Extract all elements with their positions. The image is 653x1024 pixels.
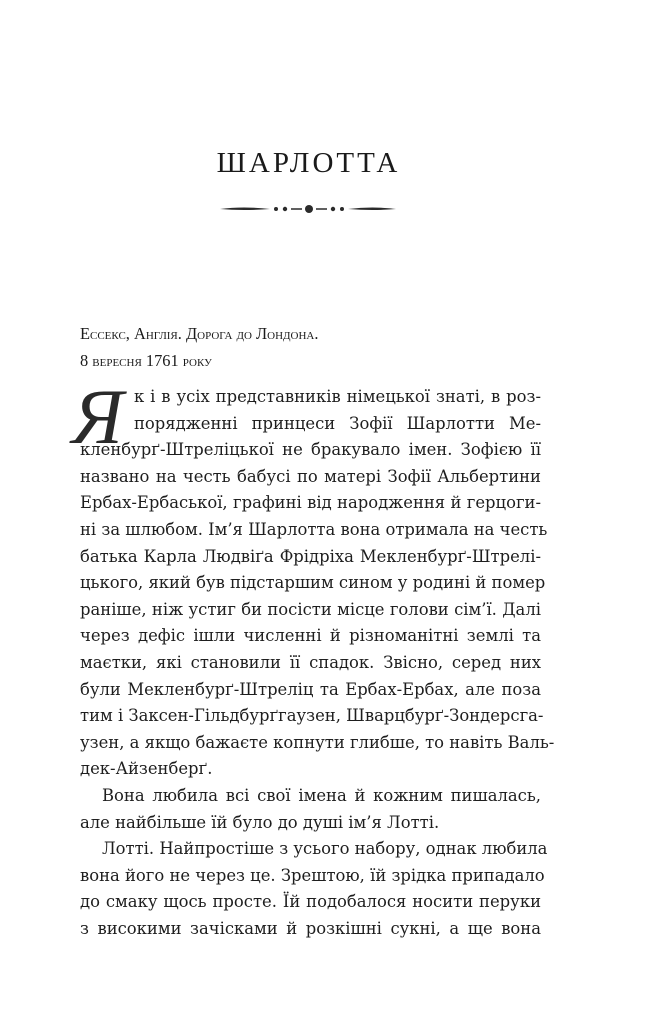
drop-cap: Я (72, 373, 124, 460)
text-line: вона його не через це. Зрештою, їй зрідка припадало (80, 865, 545, 885)
ornament-dot (274, 207, 278, 211)
ornament-divider (218, 201, 398, 217)
paragraph-1 (72, 373, 555, 783)
location-date: 8 вересня 1761 року (80, 350, 212, 370)
text-line: були Мекленбурґ-Штреліц та Ербах-Ербах, але поза (80, 679, 541, 699)
location-block (80, 321, 550, 374)
text-line: тим і Заксен-Гільдбурґгаузен, Шварцбурґ-Зондерсга- (80, 706, 544, 726)
location-place: Ессекс, Англія. Дорога до Лондона. (80, 324, 319, 343)
text-line: узен, а якщо бажаєте копнути глибше, то навіть Валь- (80, 732, 555, 752)
text-line: батька Карла Людвіґа Фрідріха Мекленбурґ-Штрелі- (80, 546, 541, 566)
body-text (72, 373, 555, 942)
text-line: до смаку щось просте. Їй подобалося носити перуки (80, 892, 541, 912)
ornament-right-line (348, 208, 396, 211)
text-line: названо на честь бабусі по матері Зофії Альбертини (80, 466, 541, 486)
paragraph-2 (80, 783, 541, 836)
text-line: дек-Айзенберґ. (80, 759, 213, 779)
text-line: Лотті. Найпростіше з усього набору, однак любила (102, 839, 548, 859)
ornament-left-line (220, 208, 270, 211)
text-line: ні за шлюбом. Ім’я Шарлотта вона отримала на честь (80, 519, 548, 539)
chapter-title: ШАРЛОТТА (216, 147, 401, 179)
text-line: через дефіс ішли численні й різноманітні землі та (80, 626, 541, 646)
ornament-dot (283, 207, 287, 211)
text-line: раніше, ніж устиг би посісти місце голови сім’ї. Далі (80, 599, 541, 619)
text-line: цького, який був підстаршим сином у родині й помер (80, 573, 546, 593)
text-line: кленбурґ-Штреліцької не бракувало імен. Зофією її (80, 440, 541, 460)
text-line: порядженні принцеси Зофії Шарлотти Ме- (134, 413, 541, 433)
ornament-center-dot (305, 205, 313, 213)
text-line: з високими зачісками й розкішні сукні, а ще вона (80, 918, 541, 938)
text-line: але найбільше їй було до душі ім’я Лотті. (80, 812, 440, 832)
text-line: Ербах-Ербаської, графині від народження й герцоги- (80, 493, 541, 513)
ornament-dot (340, 207, 344, 211)
text-line: Вона любила всі свої імена й кожним пишалась, (102, 785, 541, 805)
ornament-dot (331, 207, 335, 211)
text-line: маєтки, які становили її спадок. Звісно, серед них (80, 652, 541, 672)
text-line: к і в усіх представників німецької знаті, в роз- (134, 387, 541, 406)
paragraph-3 (80, 836, 548, 942)
